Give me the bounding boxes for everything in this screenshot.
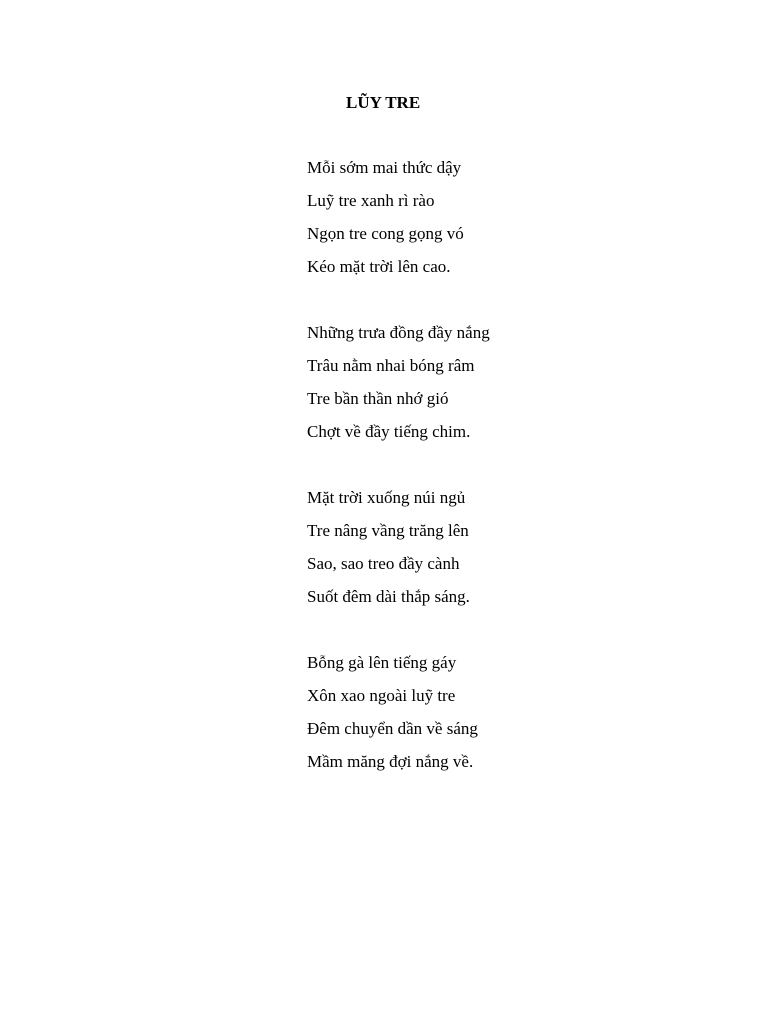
poem-line: Mầm măng đợi nắng về. — [307, 752, 474, 771]
stanza-1 — [307, 157, 490, 289]
poem-line: Trâu nằm nhai bóng râm — [307, 356, 475, 375]
poem-line: Mặt trời xuống núi ngủ — [307, 488, 466, 507]
poem-line: Suốt đêm dài thắp sáng. — [307, 587, 470, 606]
poem-line: Tre bần thần nhớ gió — [307, 389, 449, 408]
poem-line: Những trưa đồng đầy nắng — [307, 323, 490, 342]
poem-line: Đêm chuyển dần về sáng — [307, 719, 478, 738]
poem-title: LŨY TRE — [346, 93, 421, 112]
poem-line: Luỹ tre xanh rì rào — [307, 191, 435, 210]
stanza-4 — [307, 652, 490, 784]
poem-line: Bỗng gà lên tiếng gáy — [307, 653, 457, 672]
stanza-2 — [307, 322, 490, 454]
poem-line: Kéo mặt trời lên cao. — [307, 257, 451, 276]
poem-line: Xôn xao ngoài luỹ tre — [307, 686, 456, 705]
stanza-3 — [307, 487, 490, 619]
poem-body — [307, 157, 490, 817]
poem-line: Chợt về đầy tiếng chim. — [307, 422, 471, 441]
poem-line: Mỗi sớm mai thức dậy — [307, 158, 462, 177]
poem-line: Sao, sao treo đầy cành — [307, 554, 460, 573]
poem-line: Ngọn tre cong gọng vó — [307, 224, 464, 243]
poem-line: Tre nâng vầng trăng lên — [307, 521, 469, 540]
